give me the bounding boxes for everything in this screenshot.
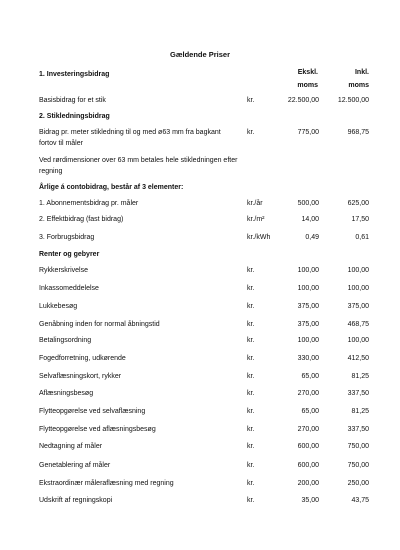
row-label: Nedtagning af måler <box>39 443 103 450</box>
row-label: Lukkebesøg <box>39 303 78 310</box>
document-title: Gældende Priser <box>169 50 231 59</box>
price-excl-vat: 22.500,00 <box>287 97 319 104</box>
section-label: 1. Investeringsbidrag <box>39 71 110 78</box>
row-label: Inkassomeddelelse <box>39 285 99 292</box>
column-header-excl: Ekskl. moms <box>297 69 318 89</box>
row-unit: kr. <box>247 321 255 328</box>
column-header-incl: Inkl. moms <box>348 69 369 89</box>
price-incl-vat: 12.500,00 <box>337 97 369 104</box>
row-unit: kr. <box>247 303 255 310</box>
price-excl-vat: 270,00 <box>297 426 319 433</box>
price-excl-vat: 775,00 <box>297 129 319 136</box>
price-excl-vat: 0,49 <box>305 234 319 241</box>
price-incl-vat: 250,00 <box>347 480 369 487</box>
price-incl-vat: 81,25 <box>351 408 369 415</box>
row-unit: kr./kWh <box>247 234 271 241</box>
price-incl-vat: 625,00 <box>347 200 369 207</box>
price-incl-vat: 337,50 <box>347 390 369 397</box>
row-unit: kr. <box>247 390 255 397</box>
row-label: Betalingsordning <box>39 337 92 344</box>
row-unit: kr. <box>247 337 255 344</box>
row-unit: kr. <box>247 97 255 104</box>
row-label: 1. Abonnementsbidrag pr. måler <box>39 200 139 207</box>
price-incl-vat: 43,75 <box>351 497 369 504</box>
row-label: 3. Forbrugsbidrag <box>39 234 95 241</box>
row-label: Ekstraordinær måleraflæsning med regning <box>39 480 174 487</box>
price-incl-vat: 17,50 <box>351 216 369 223</box>
price-excl-vat: 100,00 <box>297 267 319 274</box>
row-label: Aflæsningsbesøg <box>39 390 94 397</box>
price-excl-vat: 330,00 <box>297 355 319 362</box>
row-unit: kr./år <box>247 200 263 207</box>
price-excl-vat: 100,00 <box>297 337 319 344</box>
row-unit: kr. <box>247 355 255 362</box>
row-label: 2. Effektbidrag (fast bidrag) <box>39 216 124 223</box>
row-unit: kr. <box>247 129 255 136</box>
row-label: Genåbning inden for normal åbningstid <box>39 321 160 328</box>
row-unit: kr. <box>247 267 255 274</box>
price-incl-vat: 100,00 <box>347 285 369 292</box>
price-excl-vat: 65,00 <box>301 373 319 380</box>
price-incl-vat: 968,75 <box>347 129 369 136</box>
row-unit: kr. <box>247 285 255 292</box>
price-incl-vat: 750,00 <box>347 443 369 450</box>
price-excl-vat: 500,00 <box>297 200 319 207</box>
row-unit: kr. <box>247 462 255 469</box>
row-unit: kr. <box>247 497 255 504</box>
price-excl-vat: 600,00 <box>297 462 319 469</box>
row-unit: kr. <box>247 443 255 450</box>
row-label: Ved rørdimensioner over 63 mm betales hele stikledningen efter regning <box>39 157 238 175</box>
row-unit: kr. <box>247 373 255 380</box>
row-label: Rykkerskrivelse <box>39 267 89 274</box>
row-label: Årlige á contobidrag, består af 3 elementer: <box>39 184 184 191</box>
price-excl-vat: 14,00 <box>301 216 319 223</box>
price-incl-vat: 100,00 <box>347 267 369 274</box>
price-excl-vat: 375,00 <box>297 303 319 310</box>
row-label: Genetablering af måler <box>39 462 111 469</box>
price-incl-vat: 468,75 <box>347 321 369 328</box>
price-incl-vat: 337,50 <box>347 426 369 433</box>
price-incl-vat: 375,00 <box>347 303 369 310</box>
price-excl-vat: 375,00 <box>297 321 319 328</box>
row-unit: kr./m² <box>247 216 265 223</box>
price-excl-vat: 65,00 <box>301 408 319 415</box>
row-unit: kr. <box>247 480 255 487</box>
price-incl-vat: 100,00 <box>347 337 369 344</box>
price-incl-vat: 0,61 <box>355 234 369 241</box>
row-label: Udskrift af regningskopi <box>39 497 113 504</box>
price-excl-vat: 100,00 <box>297 285 319 292</box>
row-label: Fogedforretning, udkørende <box>39 355 126 362</box>
price-excl-vat: 35,00 <box>301 497 319 504</box>
price-excl-vat: 270,00 <box>297 390 319 397</box>
price-incl-vat: 412,50 <box>347 355 369 362</box>
row-unit: kr. <box>247 426 255 433</box>
row-label: Selvaflæsningskort, rykker <box>39 373 122 380</box>
row-label: Basisbidrag for et stik <box>39 97 106 104</box>
price-incl-vat: 81,25 <box>351 373 369 380</box>
row-label: Flytteopgørelse ved selvaflæsning <box>39 408 146 415</box>
price-excl-vat: 600,00 <box>297 443 319 450</box>
row-label: Bidrag pr. meter stikledning til og med ø63 mm fra bagkant fortov til måler <box>39 129 221 147</box>
row-label: 2. Stikledningsbidrag <box>39 113 110 120</box>
row-label: Renter og gebyrer <box>39 251 100 258</box>
price-excl-vat: 200,00 <box>297 480 319 487</box>
price-incl-vat: 750,00 <box>347 462 369 469</box>
row-unit: kr. <box>247 408 255 415</box>
row-label: Flytteopgørelse ved aflæsningsbesøg <box>39 426 156 433</box>
